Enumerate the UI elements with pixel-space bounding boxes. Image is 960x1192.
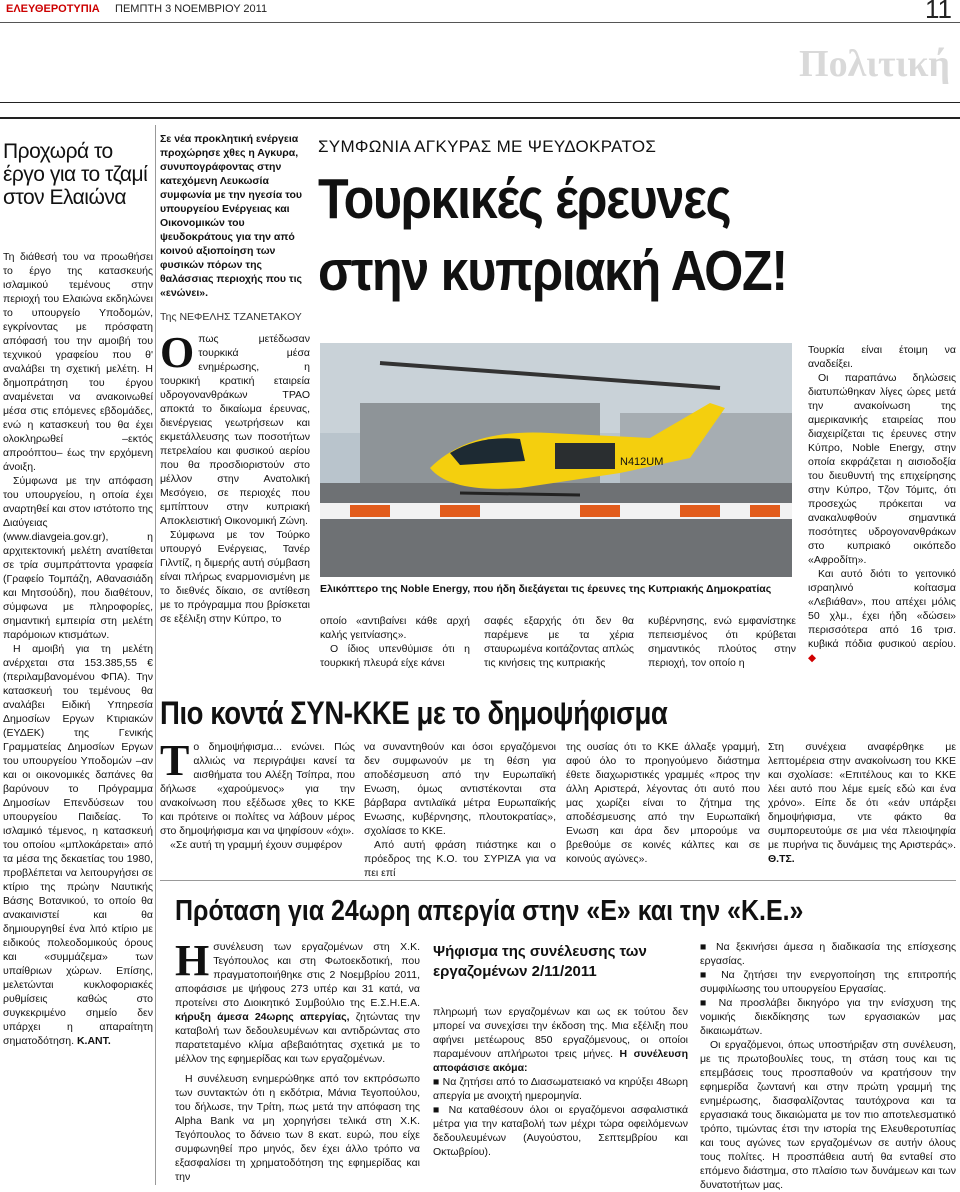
- story2-col-1-para-1: [160, 736, 355, 838]
- page-number: 11: [925, 0, 952, 24]
- sidebar-para-2: Σύμφωνα με την απόφαση του υπουργείου, η οποία έχει αναρτηθεί και στον ιστότοπο της Διαύγειας (www.diavgeia.gov.gr), η αρχιτεκτονική μελέτη ανατίθεται σε τρία συμπράττοντα γραφεία (Γραφείο Τομπάζη, Αθανασιάδη και Μητσούδη), που διαθέτουν, σύμφωνα με πληροφορίες, σημαντική εμπειρία στη μελέτη παρόμοιων κτισμάτων.: [3, 475, 153, 641]
- main-headline-line-2: στην κυπριακή ΑΟΖ!: [318, 239, 787, 303]
- story3-col-3-para: Οι εργαζόμενοι, όπως υποστήριξαν στη συνέλευση, με τις πρωτοβουλίες τους, τη στάση τους και τις επεμβάσεις τους προσπαθούν να κρατήσουν την εφημερίδα ζωντανή και στην πρώτη γραμμή της ενημέρωσης, διασφαλίζοντας ταυτόχρονα και τα εργασιακά τους δικαιώματα με τον πιο αποτελεσματικό τρόπο, τιμώντας έτσι την ιστορία της Ελευθεροτυπίας και τους αγώνες των εργαζομένων σε αυτήν όλους τους πολίτες. Η προσπάθεια αυτή θα ενταθεί στο επόμενο διάστημα, στο πλαίσιο των δυνάμεων και των δυνατοτήτων μας.: [700, 1039, 956, 1191]
- main-col-2: [484, 614, 634, 670]
- sidebar-para-3-text: Η αμοιβή για τη μελέτη ανέρχεται στα 153.385,55 € (περιλαμβανομένου ΦΠΑ). Την κατασκευή του τεμένους θα αναλάβει Ειδική Υπηρεσία Δημοσίων Εργων Κτιριακών (ΕΥΔΕΚ) της Γενικής Γραμματείας Δημοσίων Εργων του υπουργείου Υποδομών –αν και οι οικονομικές δαπάνες θα βαρύνουν το Πρόγραμμα Δημοσίων Επενδύσεων του υπουργείου Παιδείας. Το ισλαμικό τέμενος, η κατασκευή του οποίου «μπλοκάρεται» από τα μέσα της δεκαετίας του 1980, προβλέπεται να λειτουργήσει σε κτίριο της πρώην Ναυτικής Βάσης Βοτανικού, το οποίο θα ανακαινιστεί και θα δημιουργηθεί ένα λιτό κτίριο με ειδικούς πολεοδομικούς όρους και «συμμάζεμα» των υπαίθριων χώρων. Επίσης, μελετώνται κυκλοφοριακές ρυθμίσεις καθώς στο συγκεκριμένο σημείο δεν υπάρχει η απαραίτητη σηματοδότηση.: [3, 643, 153, 1047]
- story2-col-2-para-2: Από αυτή φράση πιάστηκε και ο πρόεδρος της Κ.Ο. του ΣΥΡΙΖΑ για να πει επί: [364, 839, 556, 879]
- story3-bullet-5-text: Να προσλάβει δικηγόρο για την ενίσχυση της νομικής διεκδίκησης των εργασιακών μας δικαιωμάτων.: [700, 997, 957, 1037]
- main-para-2: Σύμφωνα με τον Τούρκο υπουργό Ενέργειας, Τανέρ Γιλντίζ, η διμερής αυτή σύμβαση είναι πλήρως εναρμονισμένη με το διεθνές δίκαιο, σε αντίθεση με το πρόγραμμα που βρίσκεται σε εξέλιξη στην Κύπρο, το: [160, 529, 310, 625]
- main-col-3-para: κυβέρνησης, ενώ εμφανίστηκε πεπεισμένος ότι κρύβεται σημαντικός πλούτος στην περιοχή, τον οποίο η: [648, 615, 796, 669]
- story3-col-2-para: [433, 1005, 688, 1075]
- story3-col-3: [700, 940, 956, 1192]
- main-right-para-1: Τουρκία είναι έτοιμη να αναδείξει.: [808, 344, 956, 370]
- story2-col-4-para: [768, 740, 956, 866]
- story3-bullet-3-text: Να ξεκινήσει άμεσα η διαδικασία της επίσχεσης εργασίας.: [700, 941, 956, 967]
- story2-col-2-para-1: να συναντηθούν και όσοι εργαζόμενοι δεν συμφωνούν με τη θέση για αποδέσμευση από την Ευρωπαϊκή Ενωση, όμως αντιστέκονται στα βάρβαρα αντιλαϊκά μέτρα Ευρωπαϊκής Ενωσης, κυβέρνησης, πλουτοκρατίας», σχολίασε το ΚΚΕ.: [364, 741, 556, 837]
- story2-col-1-text: ο δημοψήφισμα... ενώνει. Πώς αλλιώς να περιγράψει κανεί τα αισθήματα του Αλέξη Τσίπρα, που δήλωσε «χαρούμενος» για την ανακοίνωση που εξέδωσε χθες το ΚΚΕ και πρότεινε οι πολίτες να λάβουν μέρος στο δημοψήφισμα και να ψηφίσουν «όχι».: [160, 741, 355, 837]
- main-col-1-para-1: οποίο «αντιβαίνει κάθε αρχή καλής γειτνίασης».: [320, 615, 470, 641]
- main-para-1: [160, 328, 310, 528]
- main-col-2-para: σαφές εξαρχής ότι δεν θα παρέμενε με τα χέρια σταυρωμένα κοιτάζοντας απλώς τις κινήσεις της κυπριακής: [484, 615, 634, 669]
- bullet-square-icon: ■: [700, 969, 713, 981]
- story3-bullet-1: [433, 1075, 688, 1103]
- story2-col-3: [566, 740, 760, 866]
- story3-col-1-rest: ζητώντας την καταβολή των δεδουλευμένων και αντιδρώντας στο παρατεταμένο κλίμα αβεβαιότητας σχετικά με το μέλλον της εφημερίδας και των εργαζομένων.: [175, 1011, 421, 1065]
- story3-divider: [160, 880, 956, 881]
- story3-bullet-5: [700, 996, 956, 1038]
- section-divider: [0, 117, 960, 119]
- newspaper-name: ΕΛΕΥΘΕΡΟΤΥΠΙΑ: [6, 3, 100, 15]
- drop-cap: Ο: [160, 328, 195, 377]
- story3-bullet-1-text: Να ζητήσει από το Διασωματειακό να κηρύξει 48ωρη απεργία με ανοιχτή ημερομηνία.: [433, 1076, 688, 1102]
- story2-signature: Θ.ΤΣ.: [768, 853, 795, 865]
- sidebar-para-1: Τη διάθεσή του να προωθήσει το έργο της κατασκευής ισλαμικού τεμένους στην περιοχή του Ελαιώνα εκδηλώνει το υπουργείο Υποδομών, εγκρίνοντας με πρόσφατη απόφασή του την αμοιβή του τεχνικού γραφείου που θ' αναλάβει τη σχετική μελέτη. Η δημοπράτηση του έργου αναμένεται να ανακοινωθεί μέσα στις επόμενες εβδομάδες, ενώ η κατασκευή του θα έχει ολοκληρωθεί –εκτός απροόπτου– έως την ερχόμενη άνοιξη.: [3, 251, 153, 473]
- bullet-square-icon: ■: [700, 997, 712, 1009]
- story3-bullet-2-text: Να καταθέσουν όλοι οι εργαζόμενοι ασφαλιστικά μέτρα για την καταβολή των μέχρι τώρα οφειλόμενων δεδουλευμένων (Αυγούστου, Σεπτεμβρίου και Οκτωβρίου).: [433, 1104, 689, 1158]
- sidebar-signature: Κ.ΑΝΤ.: [76, 1035, 111, 1047]
- main-right-column: [808, 343, 956, 665]
- main-kicker: ΣΥΜΦΩΝΙΑ ΑΓΚΥΡΑΣ ΜΕ ΨΕΥΔΟΚΡΑΤΟΣ: [318, 137, 657, 156]
- section-title: Πολιτική: [799, 43, 950, 85]
- main-headline-line-1: Τουρκικές έρευνες: [318, 167, 731, 231]
- story3-bullet-4: [700, 968, 956, 996]
- story2-col-4: [768, 740, 956, 866]
- end-mark-icon: ◆: [808, 652, 817, 664]
- story3-headline: Πρόταση για 24ωρη απεργία στην «Ε» και την «Κ.Ε.»: [175, 895, 804, 927]
- resolution-box-title: [433, 942, 688, 982]
- story3-col-1-para-1: [175, 936, 421, 1066]
- story2-col-3-para: της ουσίας ότι το ΚΚΕ άλλαξε γραμμή, αφού όλο το προηγούμενο διάστημα έθετε διαχωριστικές γραμμές «προς την άλλη Αριστερά, λέγοντας ότι αυτό που μας χωρίζει είναι το ζήτημα της αποδέσμευσης από την Ευρωπαϊκή Ενωση και άρα δεν μπορούμε να βρεθούμε σε κοινές κάλπες και σε κοινούς αγώνες».: [566, 741, 760, 865]
- story3-drop-cap: Η: [175, 936, 210, 985]
- story3-bullet-2: [433, 1103, 688, 1159]
- story3-col-2: [433, 1005, 688, 1159]
- sidebar-body: [3, 250, 153, 1048]
- resolution-title: Ψήφισμα της συνέλευσης των εργαζομένων 2/11/2011: [433, 943, 647, 980]
- bullet-square-icon: ■: [433, 1104, 443, 1116]
- helicopter-image: [320, 343, 792, 577]
- header-divider: [0, 102, 960, 103]
- main-col-1-para-2: Ο ίδιος υπενθύμισε ότι η τουρκική πλευρά είχε κάνει: [320, 643, 470, 669]
- main-col-1: [320, 614, 470, 670]
- main-right-para-3: [808, 567, 956, 665]
- story2-headline: Πιο κοντά ΣΥΝ-ΚΚΕ με το δημοψήφισμα: [160, 695, 668, 731]
- story2-col-1-para-2: «Σε αυτή τη γραμμή έχουν συμφέρον: [170, 839, 343, 851]
- story3-bullet-3: [700, 940, 956, 968]
- main-lead-column: [160, 132, 310, 626]
- story3-col-1-text: συνέλευση των εργαζομένων στη Χ.Κ. Τεγόπουλος και στη Φωτοεκδοτική, που πραγματοποιήθηκε στις 2 Νοεμβρίου 2011, αποφάσισε με ψήφους 273 υπέρ και 31 κατά, να προτείνει στο Διοικητικό Συμβούλιο της Ε.Σ.Η.Ε.Α.: [175, 941, 420, 1009]
- photo-caption: Ελικόπτερο της Noble Energy, που ήδη διεξάγεται τις έρευνες της Κυπριακής Δημοκρατίας: [320, 583, 772, 595]
- helicopter-registration: N412UM: [620, 456, 664, 468]
- story3-col-1: [175, 936, 421, 1184]
- story3-bullet-4-text: Να ζητήσει την ενεργοποίηση της επιτροπής συμφιλίωσης του υπουργείου Εργασίας.: [700, 969, 957, 995]
- main-right-para-3-text: Και αυτό διότι το γειτονικό ισραηλινό κοίτασμα «Λεβιάθαν», που απέχει μόλις 50 χλμ., έχει ήδη «δώσει» περισσότερα από 16 τρισ. κυβικά πόδια φυσικού αερίου.: [808, 568, 956, 650]
- issue-date: ΠΕΜΠΤΗ 3 ΝΟΕΜΒΡΙΟΥ 2011: [115, 3, 268, 15]
- main-right-para-2: Οι παραπάνω δηλώσεις διατυπώθηκαν λίγες ώρες μετά την ανακοίνωση της αμερικανικής εταιρείας που διαχειρίζεται τις έρευνες στην Κύπρο, Noble Energy, στην οποία εκφράζεται η αισιοδοξία του διευθυντή της επιχείρησης στην Κύπρο, Τζον Τόμιτς, ότι προσεχώς πρόκειται να ανακαλυφθούν σημαντικά ποσότητες υδρογονανθράκων στο κυπριακό οικόπεδο «Αφροδίτη».: [808, 372, 956, 566]
- story2-drop-cap: Τ: [160, 736, 190, 785]
- sidebar-divider: [155, 125, 156, 1185]
- helicopter-photo: [320, 343, 792, 577]
- sidebar-title: Προχωρά το έργο για το τζαμί στον Ελαιώνα: [3, 140, 148, 209]
- main-para-1-text: πως μετέδωσαν τουρκικά μέσα ενημέρωσης, η τουρκική κρατική εταιρεία υδρογονανθράκων ΤΡΑΟ αποκτά το δικαίωμα έρευνας, διενέργειας γεωτρήσεων και εκμετάλλευσης των ποσοτήτων πετρελαίου και φυσικού αερίου που θα προσδιοριστούν στο μέλλον στην Ανατολική Μεσόγειο, σε περιοχές που εμπίπτουν στην κυπριακή Αποκλειστική Οικονομική Ζώνη.: [160, 333, 310, 527]
- main-col-3: [648, 614, 796, 670]
- sidebar-para-3: [3, 642, 153, 1048]
- story3-col-2-text: πληρωμή των εργαζομένων και ως εκ τούτου δεν μπορεί να συνεχίσει την έκδοση της. Μια εξέλιξη που αφήνει μετέωρους 850 εργαζόμενους, οι οποίοι παραμένουν απλήρωτοι τρεις μήνες.: [433, 1006, 688, 1060]
- story2-col-4-text: Στη συνέχεια αναφέρθηκε με λεπτομέρεια στην ανακοίνωση του ΚΚΕ και σχολίασε: «Επιτέλους και το ΚΚΕ λέει αυτό που λέμε εμείς εδώ και ένα χρόνο». Είπε δε ότι «εάν υπάρξει δημοψήφισμα, ντε φάκτο θα συμπορευτούμε σε μια νέα πλειοψηφία με πυρήνα τις δυνάμεις της Αριστεράς».: [768, 741, 956, 851]
- main-byline: Της ΝΕΦΕΛΗΣ ΤΖΑΝΕΤΑΚΟΥ: [160, 311, 302, 323]
- story3-strike-proposal: κήρυξη άμεσα 24ωρης απεργίας,: [175, 1011, 350, 1023]
- story3-col-1-para-2: Η συνέλευση ενημερώθηκε από τον εκπρόσωπο των συντακτών ότι η εκδότρια, Μάνια Τεγοπούλου, του δήλωσε, την Τρίτη, πως μετά την απόφαση της Alpha Bank να μη χορηγήσει τελικά στη Χ.Κ. Τεγόπουλος το δάνειο των 8 εκατ. ευρώ, που είχε συμφωνηθεί προ μηνός, δεν έχει άλλο τρόπο να εξασφαλίσει τη χρηματοδότηση της εφημερίδας και την: [175, 1073, 420, 1183]
- bullet-square-icon: ■: [433, 1076, 440, 1088]
- main-lead: Σε νέα προκλητική ενέργεια προχώρησε χθες η Αγκυρα, συνυπογράφοντας στην κατεχόμενη Λευκωσία συμφωνία με την ηγεσία του υπουργείου Ενέργειας και Οικονομικών του ψευδοκράτους για την από κοινού αξιοποίηση των φυσικών πόρων της θαλάσσιας περιοχής που τις «ενώνει».: [160, 133, 303, 299]
- story2-col-1: [160, 736, 355, 852]
- running-head: [0, 0, 960, 23]
- main-headline: [318, 163, 864, 307]
- story2-col-2: [364, 740, 556, 880]
- bullet-square-icon: ■: [700, 941, 710, 953]
- story3-decisions-heading: Η συνέλευση αποφάσισε ακόμα:: [433, 1048, 688, 1074]
